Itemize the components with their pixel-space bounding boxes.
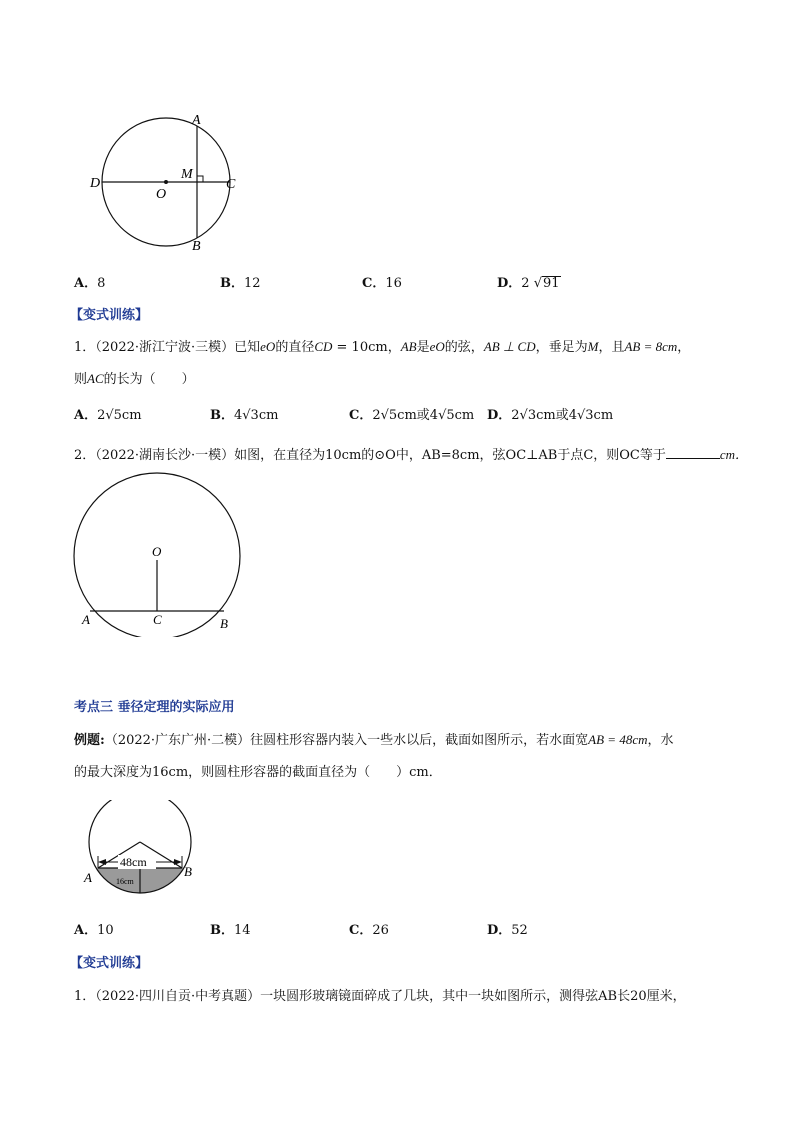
q0-options [74,272,105,291]
figure-cylinder-cross-section [78,800,208,896]
question-1: 1．（2022·浙江宁波·三模）已知eO的直径CD = 10cm，AB是eO的弦，AB ⊥ CD，垂足为M，且AB = 8cm， [74,339,691,355]
label-b: B [220,616,228,631]
label-d: D [90,176,101,191]
question-3: 1．（2022·四川自贡·中考真题）一块圆形玻璃镜面碎成了几块，其中一块如图所示，测得弦AB长20厘米， [74,989,686,1004]
label-c: C [153,612,162,627]
label-a: A [82,612,90,627]
arrow-right [174,859,182,865]
right-angle-mark [197,176,203,182]
width-label: 48cm [120,855,147,869]
figure-circle-chord-ab [66,472,256,637]
q1-option-a[interactable]: A．2√5cm [74,408,142,423]
section-heading-kaodian-3: 考点三 垂径定理的实际应用 [74,700,235,715]
label-b: B [192,239,201,254]
section-heading-variant-training-2: 【变式训练】 [70,956,149,971]
q0-option-c[interactable]: C．16 [362,276,402,291]
depth-label: 16cm [116,877,134,886]
ex-option-d[interactable]: D．52 [487,923,528,938]
q1-option-d[interactable]: D．2√3cm或4√3cm [487,408,614,423]
ex-option-c[interactable]: C．26 [349,923,389,938]
label-a: A [192,113,201,128]
center-point [164,180,168,184]
answer-blank[interactable] [666,446,720,459]
section-heading-variant-training: 【变式训练】 [70,308,149,323]
label-a: A [84,870,92,885]
q0-option-d[interactable]: D．2 √91 [497,276,560,291]
ex-option-b[interactable]: B．14 [210,923,251,938]
arrow-left [98,859,106,865]
label-m: M [181,167,193,182]
question-1-line2: 则AC的长为（ ） [74,371,195,387]
figure-circle-cd-ab [86,108,246,258]
q0-option-a[interactable]: A．8 [74,276,106,291]
label-o: O [152,544,162,559]
example-line1: 例题:（2022·广东广州·二模）往圆柱形容器内装入一些水以后，截面如图所示，若水面宽AB = 48cm，水 [74,732,674,748]
question-2: 2．（2022·湖南长沙·一模）如图，在直径为10cm的⊙O中，AB=8cm，弦OC⊥AB于点C，则OC等于 cm． [74,447,749,463]
label-b: B [184,864,192,879]
q0-option-b[interactable]: B．12 [220,276,261,291]
q1-option-b[interactable]: B．4√3cm [210,408,279,423]
ex-option-a[interactable]: A．10 [74,923,114,938]
label-o: O [156,187,167,202]
example-line2: 的最大深度为16cm，则圆柱形容器的截面直径为（ ）cm． [74,765,442,780]
label-c: C [226,177,236,192]
q1-option-c[interactable]: C．2√5cm或4√5cm [349,408,475,423]
